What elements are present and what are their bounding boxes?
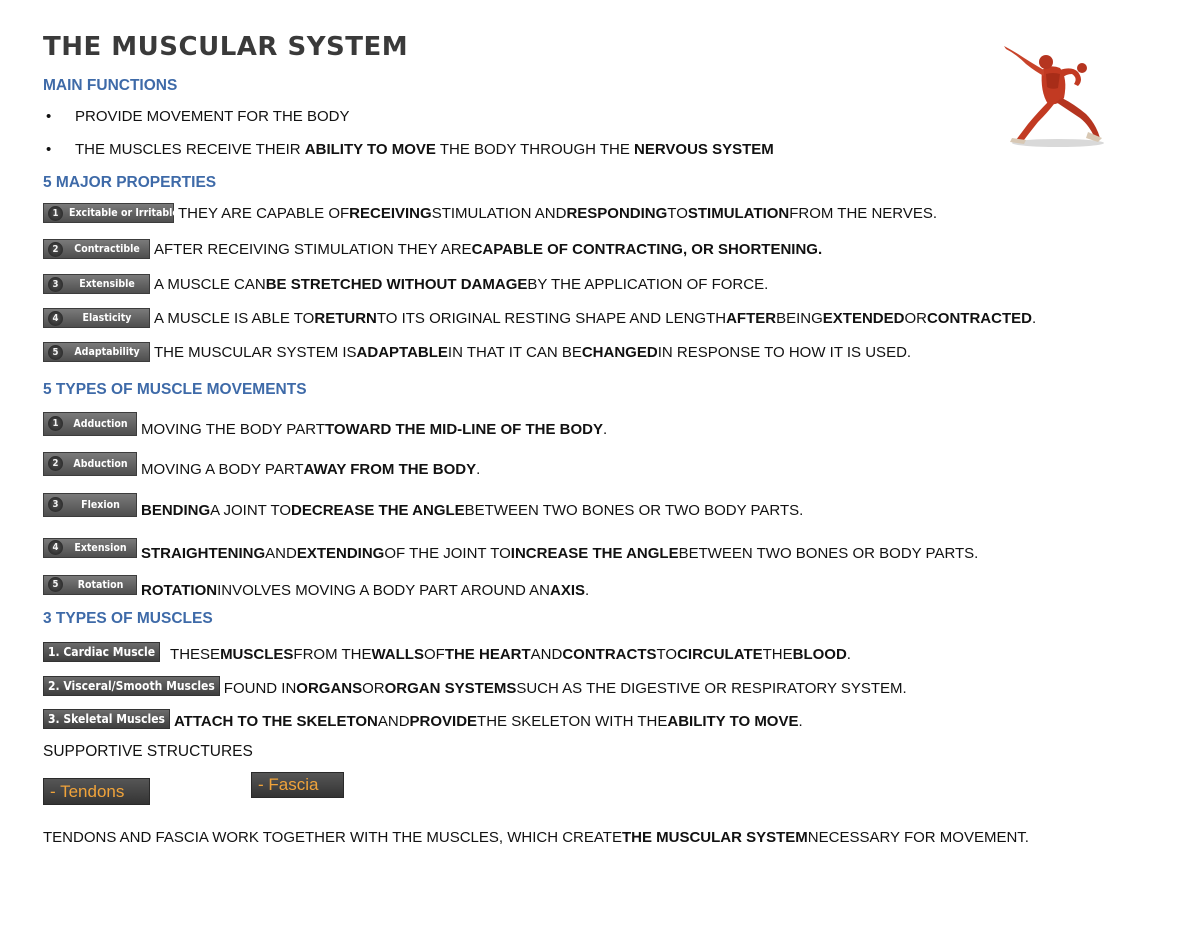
property-badge-contractible: 2 Contractible: [43, 239, 150, 259]
movement-badge-abduction: 2 Abduction: [43, 452, 137, 476]
footer-text: TENDONS AND FASCIA WORK TOGETHER WITH THE MUSCLES, WHICH CREATE THE MUSCULAR SYSTEM NECESSARY FOR MOVEMENT.: [43, 829, 1029, 846]
main-functions-heading: MAIN FUNCTIONS: [43, 77, 178, 94]
page-title: THE MUSCULAR SYSTEM: [43, 32, 409, 62]
muscle-badge-visceral: 2. Visceral/Smooth Muscles: [43, 676, 220, 696]
property-row: 4 Elasticity A MUSCLE IS ABLE TO RETURN TO ITS ORIGINAL RESTING SHAPE AND LENGTH AFTER BEING EXTENDED OR CONTRACTED .: [43, 308, 1036, 328]
movements-heading: 5 TYPES OF MUSCLE MOVEMENTS: [43, 381, 307, 398]
movement-badge-extension: 4 Extension: [43, 538, 137, 558]
muscle-type-row: 1. Cardiac Muscle THESE MUSCLES FROM THE WALLS OF THE HEART AND CONTRACTS TO CIRCULATE THE BLOOD .: [43, 640, 851, 663]
property-row: 5 Adaptability THE MUSCULAR SYSTEM IS ADAPTABLE IN THAT IT CAN BE CHANGED IN RESPONSE TO HOW IT IS USED.: [43, 342, 911, 362]
muscle-figure-image: [998, 40, 1108, 148]
movement-badge-flexion: 3 Flexion: [43, 493, 137, 517]
property-badge-extensible: 3 Extensible: [43, 274, 150, 294]
movement-badge-adduction: 1 Adduction: [43, 412, 137, 436]
property-badge-excitable: 1 Excitable or Irritable: [43, 203, 174, 223]
property-row: 3 Extensible A MUSCLE CAN BE STRETCHED WITHOUT DAMAGE BY THE APPLICATION OF FORCE.: [43, 274, 768, 294]
properties-heading: 5 MAJOR PROPERTIES: [43, 174, 217, 191]
tendons-badge: - Tendons: [43, 778, 150, 805]
muscle-badge-skeletal: 3. Skeletal Muscles: [43, 709, 170, 729]
fascia-badge: - Fascia: [251, 772, 344, 798]
property-badge-adaptability: 5 Adaptability: [43, 342, 150, 362]
supportive-heading: SUPPORTIVE STRUCTURES: [43, 743, 253, 760]
main-function-item: THE MUSCLES RECEIVE THEIR ABILITY TO MOVE THE BODY THROUGH THE NERVOUS SYSTEM: [75, 141, 774, 158]
movement-row: 1 Adduction MOVING THE BODY PART TOWARD THE MID-LINE OF THE BODY .: [43, 409, 607, 438]
muscle-badge-cardiac: 1. Cardiac Muscle: [43, 642, 160, 662]
property-row: 2 Contractible AFTER RECEIVING STIMULATION THEY ARE CAPABLE OF CONTRACTING, OR SHORTENING.: [43, 239, 822, 259]
bullet-dot: •: [46, 108, 52, 125]
muscle-types-heading: 3 TYPES OF MUSCLES: [43, 610, 213, 627]
movement-row: 5 Rotation ROTATION INVOLVES MOVING A BODY PART AROUND AN AXIS .: [43, 570, 589, 599]
movement-row: 3 Flexion BENDING A JOINT TO DECREASE THE ANGLE BETWEEN TWO BONES OR TWO BODY PARTS.: [43, 490, 803, 519]
bullet-dot: •: [46, 141, 52, 158]
muscle-type-row: 2. Visceral/Smooth Muscles FOUND IN ORGANS OR ORGAN SYSTEMS SUCH AS THE DIGESTIVE OR RESPIRATORY SYSTEM.: [43, 674, 907, 697]
muscle-type-row: 3. Skeletal Muscles ATTACH TO THE SKELETON AND PROVIDE THE SKELETON WITH THE ABILITY TO MOVE .: [43, 707, 803, 730]
property-badge-elasticity: 4 Elasticity: [43, 308, 150, 328]
movement-badge-rotation: 5 Rotation: [43, 575, 137, 595]
movement-row: 2 Abduction MOVING A BODY PART AWAY FROM THE BODY .: [43, 449, 480, 478]
main-function-item: PROVIDE MOVEMENT FOR THE BODY: [75, 108, 350, 125]
property-row: 1 Excitable or Irritable THEY ARE CAPABLE OF RECEIVING STIMULATION AND RESPONDING TO STIMULATION FROM THE NERVES.: [43, 203, 937, 223]
movement-row: 4 Extension STRAIGHTENING AND EXTENDING OF THE JOINT TO INCREASE THE ANGLE BETWEEN TWO BONES OR BODY PARTS.: [43, 533, 978, 562]
